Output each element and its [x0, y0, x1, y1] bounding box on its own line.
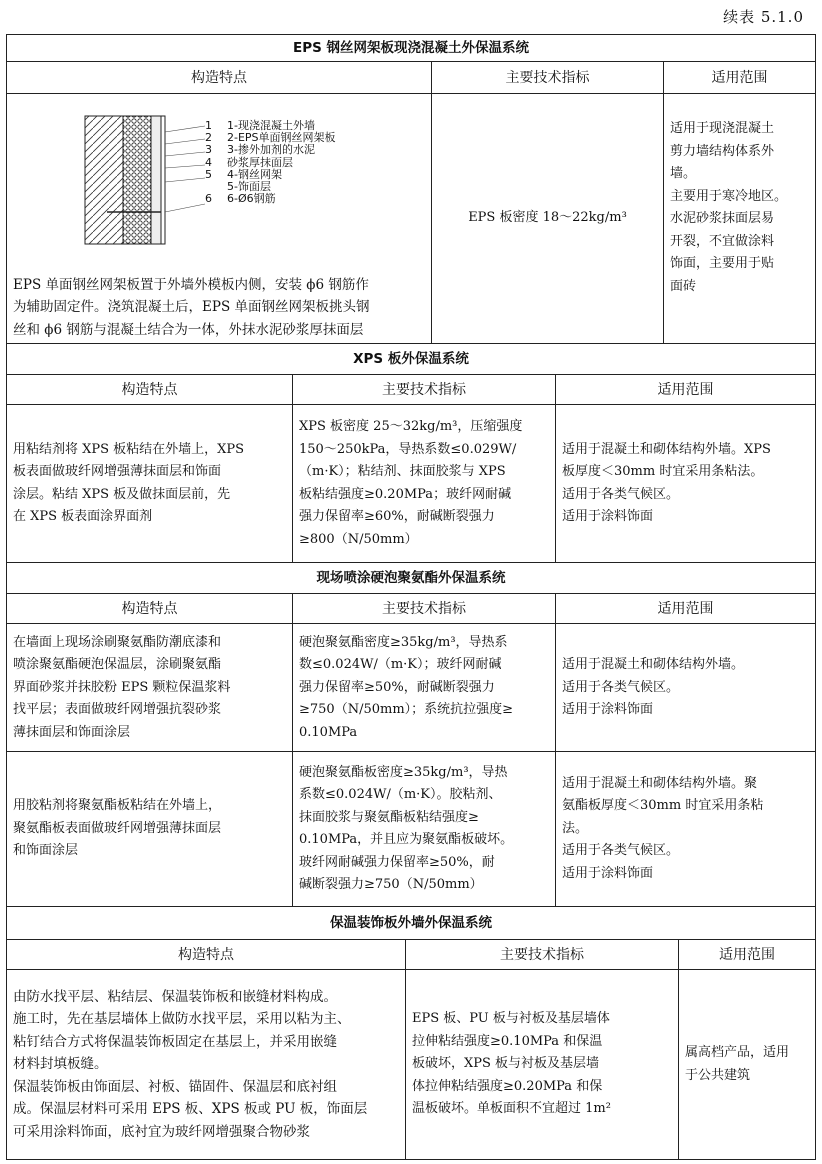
section-title: XPS 板外保温系统 [353, 351, 469, 367]
scope-cell: 适用于现浇混凝土 剪力墙结构体系外 墙。 主要用于寒冷地区。 水泥砂浆抹面层易 开裂，不宜做涂料 饰面，主要用于贴 面砖 [663, 94, 815, 343]
content-row [7, 404, 815, 562]
structure-text: EPS 单面钢丝网架板置于外墙外模板内侧，安装 ϕ6 钢筋作 为辅助固定件。浇筑混凝土后，EPS 单面钢丝网架板挑头钢 丝和 ϕ6 钢筋与混凝土结合为一体，外抹水泥砂浆厚抹面层 [13, 276, 370, 338]
indicators-cell: EPS 板、PU 板与衬板及基层墙体 拉伸粘结强度≥0.10MPa 和保温 板破坏，XPS 板与衬板及基层墙 体拉伸粘结强度≥0.20MPa 和保 温板破坏。单板面积不宜超过 1m² [405, 970, 678, 1159]
content-row [7, 623, 815, 752]
header-structure: 构造特点 [191, 69, 247, 86]
scope-cell: 适用于混凝土和砌体结构外墙。 适用于各类气候区。 适用于涂料饰面 [555, 624, 815, 752]
section-xps [6, 343, 816, 563]
scope-cell: 属高档产品，适用 于公共建筑 [678, 970, 815, 1159]
header-structure: 构造特点 [121, 381, 178, 398]
scope-cell: 适用于混凝土和砌体结构外墙。XPS 板厚度＜30mm 时宜采用条粘法。 适用于各类气候区。 适用于涂料饰面 [555, 405, 815, 562]
structure-cell: 用粘结剂将 XPS 板粘结在外墙上，XPS 板表面做玻纤网增强薄抹面层和饰面 涂层。粘结 XPS 板及做抹面层前，先 在 XPS 板表面涂界面剂 [13, 441, 245, 524]
content-row [7, 969, 815, 1159]
header-indicators: 主要技术指标 [292, 594, 555, 624]
header-row [7, 593, 815, 624]
scope-cell: 适用于混凝土和砌体结构外墙。聚 氨酯板厚度＜30mm 时宜采用条粘 法。 适用于各类气候区。 适用于涂料饰面 [555, 752, 815, 906]
header-structure: 构造特点 [121, 600, 178, 617]
diagram-legend: 1-现浇混凝土外墙 2-EPS单面钢丝网架板 3-掺外加剂的水泥 砂浆厚抹面层 4-钢丝网架 5-饰面层 6-Ø6钢筋 [227, 119, 336, 206]
section-title: 保温装饰板外墙外保温系统 [330, 915, 492, 931]
content-row [7, 751, 815, 906]
header-row [7, 939, 815, 970]
wall-section-drawing [77, 112, 207, 247]
section-insulation-decorative-board [6, 906, 816, 1160]
content-row [7, 93, 815, 343]
section-title: 现场喷涂硬泡聚氨酯外保温系统 [316, 570, 506, 586]
indicators-cell: 硬泡聚氨酯板密度≥35kg/m³，导热 系数≤0.024W/（m·K）。胶粘剂、 抹面胶浆与聚氨酯板粘结强度≥ 0.10MPa，并且应为聚氨酯板破坏。 玻纤网耐碱强力保留率≥50%，耐 碱断裂强力≥750（N/50mm） [292, 752, 555, 906]
header-scope: 适用范围 [678, 940, 815, 970]
header-scope: 适用范围 [555, 594, 815, 624]
indicators-cell: EPS 板密度 18～22kg/m³ [431, 94, 663, 343]
indicators-cell: 硬泡聚氨酯密度≥35kg/m³，导热系 数≤0.024W/（m·K）；玻纤网耐碱 强力保留率≥50%，耐碱断裂强力 ≥750（N/50mm）；系统抗拉强度≥ 0.10MPa [292, 624, 555, 752]
header-scope: 适用范围 [663, 62, 815, 94]
section-spray-pu [6, 562, 816, 907]
structure-cell: 由防水找平层、粘结层、保温装饰板和嵌缝材料构成。 施工时，先在基层墙体上做防水找平层，采用以粘为主、 粘钉结合方式将保温装饰板固定在基层上，并采用嵌缝 材料封填板缝。 保温装饰板由饰面层、衬板、锚固件、保温层和底衬组 成。保温层材料可采用 EPS 板、XPS 板或 PU 板，饰面层 可采用涂料饰面，底衬宜为玻纤网增强聚合物砂浆 [13, 988, 368, 1140]
wall-section-diagram [77, 112, 337, 247]
header-indicators: 主要技术指标 [431, 62, 663, 94]
header-row [7, 61, 815, 94]
structure-cell [7, 94, 431, 343]
header-scope: 适用范围 [555, 375, 815, 405]
diagram-callout-numbers: 1 2 3 4 5 6 [205, 119, 212, 206]
section-title: EPS 钢丝网架板现浇混凝土外保温系统 [292, 40, 530, 56]
header-indicators: 主要技术指标 [405, 940, 678, 970]
header-structure: 构造特点 [178, 946, 234, 963]
header-indicators: 主要技术指标 [292, 375, 555, 405]
section-eps-mesh-concrete [6, 34, 816, 344]
structure-cell: 用胶粘剂将聚氨酯板粘结在外墙上， 聚氨酯板表面做玻纤网增强薄抹面层 和饰面涂层 [13, 798, 222, 859]
header-row [7, 374, 815, 405]
structure-cell: 在墙面上现场涂刷聚氨酯防潮底漆和 喷涂聚氨酯硬泡保温层，涂刷聚氨酯 界面砂浆并抹胶粉 EPS 颗粒保温浆料 找平层；表面做玻纤网增强抗裂砂浆 薄抹面层和饰面涂层 [13, 634, 231, 740]
continued-table-label: 续表 5.1.0 [723, 8, 804, 26]
indicators-cell: XPS 板密度 25～32kg/m³，压缩强度 150～250kPa，导热系数≤0.029W/ （m·K）；粘结剂、抹面胶浆与 XPS 板粘结强度≥0.20MPa；玻纤网耐碱 强力保留率≥60%，耐碱断裂强力 ≥800（N/50mm） [292, 405, 555, 562]
